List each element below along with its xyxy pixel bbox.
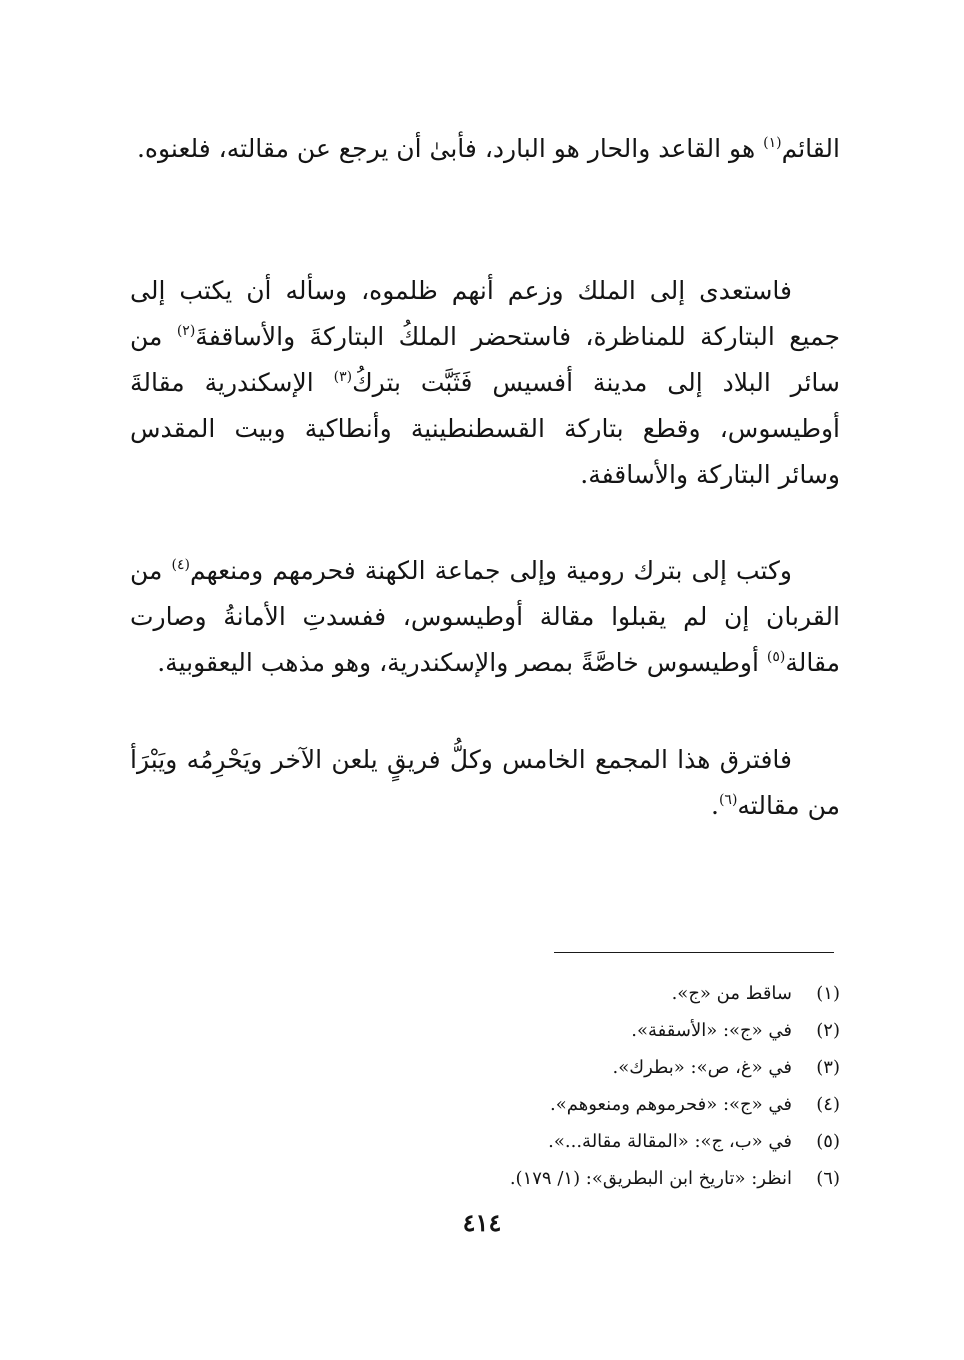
paragraph-text: أوطيسوس خاصَّةً بمصر والإسكندرية، وهو مذهب اليعقوبية. <box>157 648 767 677</box>
paragraph-text: من سائر البلاد إلى مدينة أفسيس فَثَبَّت بتركُ <box>130 322 840 397</box>
footnote-marker: (٦) <box>718 792 738 808</box>
footnote-item <box>380 1123 840 1160</box>
paragraph-text: فافترق هذا المجمع الخامس وكلُّ فريقٍ يلعن الآخر ويَحْرِمُه ويَبْرَأ من مقالته <box>130 745 840 820</box>
footnote-number: (٥) <box>816 1131 840 1152</box>
footnote-marker: (٥) <box>766 649 786 665</box>
paragraph-text: هو القاعد والحار هو البارد، فأبىٰ أن يرجع عن مقالته، فلعنوه. <box>136 134 764 163</box>
paragraph-2 <box>130 268 840 498</box>
footnote-item <box>380 975 840 1012</box>
footnote-item <box>380 1160 840 1197</box>
footnote-text: في «ب، ج»: «المقالة مقالة...». <box>548 1131 792 1152</box>
paragraph-3 <box>130 548 840 686</box>
footnote-text: في «ج»: «الأسقفة». <box>631 1020 792 1041</box>
footnote-text: ساقط من «ج». <box>671 983 792 1004</box>
paragraph-1 <box>130 126 840 172</box>
paragraph-text: القائم <box>781 134 840 163</box>
paragraph-text: . <box>710 791 719 820</box>
footnote-marker: (٣) <box>333 369 353 385</box>
paragraph-text: فاستعدى إلى الملك وزعم أنهم ظلموه، وسأله أن يكتب إلى جميع البتاركة للمناظرة، فاستحضر الملكُ البتاركةَ والأساقفةَ <box>130 276 840 351</box>
footnote-separator <box>554 952 834 953</box>
footnote-text: انظر: «تاريخ ابن البطريق»: (١/ ١٧٩). <box>509 1168 792 1189</box>
footnote-marker: (٢) <box>176 323 196 339</box>
footnote-item <box>380 1012 840 1049</box>
footnote-marker: (٤) <box>171 557 190 573</box>
footnote-number: (٤) <box>816 1094 840 1115</box>
footnote-marker: (١) <box>763 135 782 151</box>
footnote-item <box>380 1086 840 1123</box>
footnotes-list <box>380 975 840 1197</box>
paragraph-text: الإسكندرية مقالةَ أوطيسوس، وقطع بتاركة القسطنطينية وأنطاكية وبيت المقدس وسائر البتاركة والأساقفة. <box>130 368 840 489</box>
page-number: ٤١٤ <box>462 1208 502 1237</box>
footnote-item <box>380 1049 840 1086</box>
footnote-number: (١) <box>816 983 840 1004</box>
paragraph-text: وكتب إلى بترك رومية وإلى جماعة الكهنة فحرمهم ومنعهم <box>189 556 793 585</box>
footnote-text: في «غ، ص»: «بطرك». <box>612 1057 792 1078</box>
footnote-number: (٣) <box>816 1057 840 1078</box>
paragraph-text: من القربان إن لم يقبلوا مقالة أوطيسوس، ففسدتِ الأمانةُ وصارت مقالة <box>130 556 840 677</box>
footnote-number: (٦) <box>816 1168 840 1189</box>
paragraph-4 <box>130 737 840 829</box>
footnote-text: في «ج»: «فحرموهم ومنعوهم». <box>549 1094 792 1115</box>
footnote-number: (٢) <box>816 1020 840 1041</box>
